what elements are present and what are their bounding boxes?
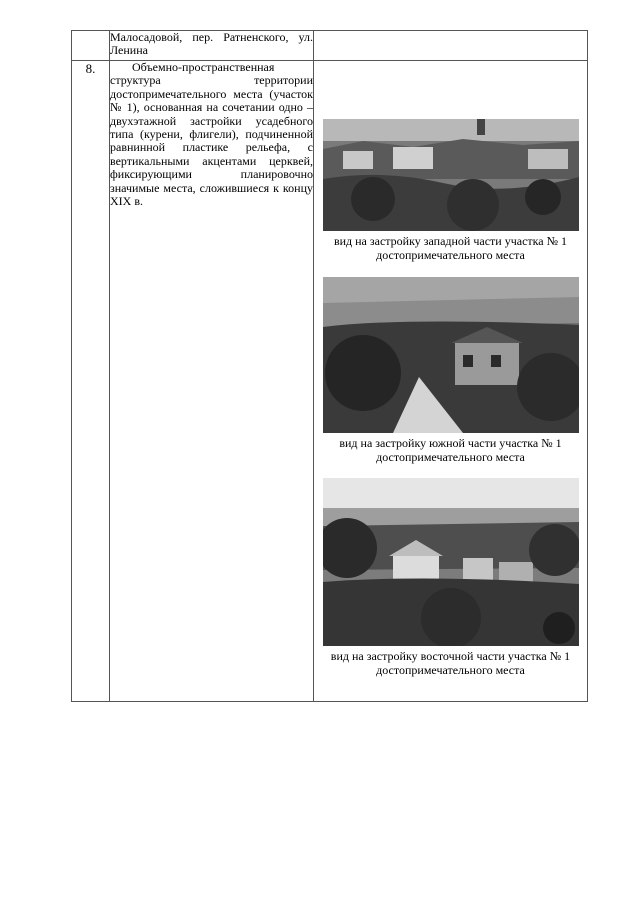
photo-cell: [314, 61, 588, 702]
photo-south: [323, 277, 579, 433]
table-row-8: [72, 61, 588, 702]
description-cell: [110, 31, 314, 61]
number-cell: [72, 31, 110, 61]
row-description: Объемно-пространственная структура территории достопримечательного места (участок № 1), основанная на сочетании одно – двухэтажной застройки усадебного типа (курени, флигели), подчиненной равнинной пластике рельефа, с вертикальными акцентами церквей, фиксирующими планировочно значимые места, сложившиеся к концу XIX в.: [110, 60, 313, 209]
photo-block-south: [314, 277, 587, 464]
photo-west: [323, 119, 579, 231]
table-row-continued: [72, 31, 588, 61]
description-cell: [110, 61, 314, 702]
heritage-table: [71, 30, 588, 702]
photo-east: [323, 478, 579, 646]
photo-caption-west: вид на застройку западной части участка № 1 достопримечательного места: [333, 234, 568, 262]
row-number: 8.: [72, 61, 110, 702]
photo-block-west: [314, 119, 587, 262]
photo-cell: [314, 31, 588, 61]
photo-block-east: [314, 478, 587, 677]
photo-caption-east: вид на застройку восточной части участка № 1 достопримечательного места: [330, 649, 571, 677]
continued-text: Малосадовой, пер. Ратненского, ул. Ленина: [110, 30, 313, 58]
photo-caption-south: вид на застройку южной части участка № 1 достопримечательного места: [339, 436, 562, 464]
